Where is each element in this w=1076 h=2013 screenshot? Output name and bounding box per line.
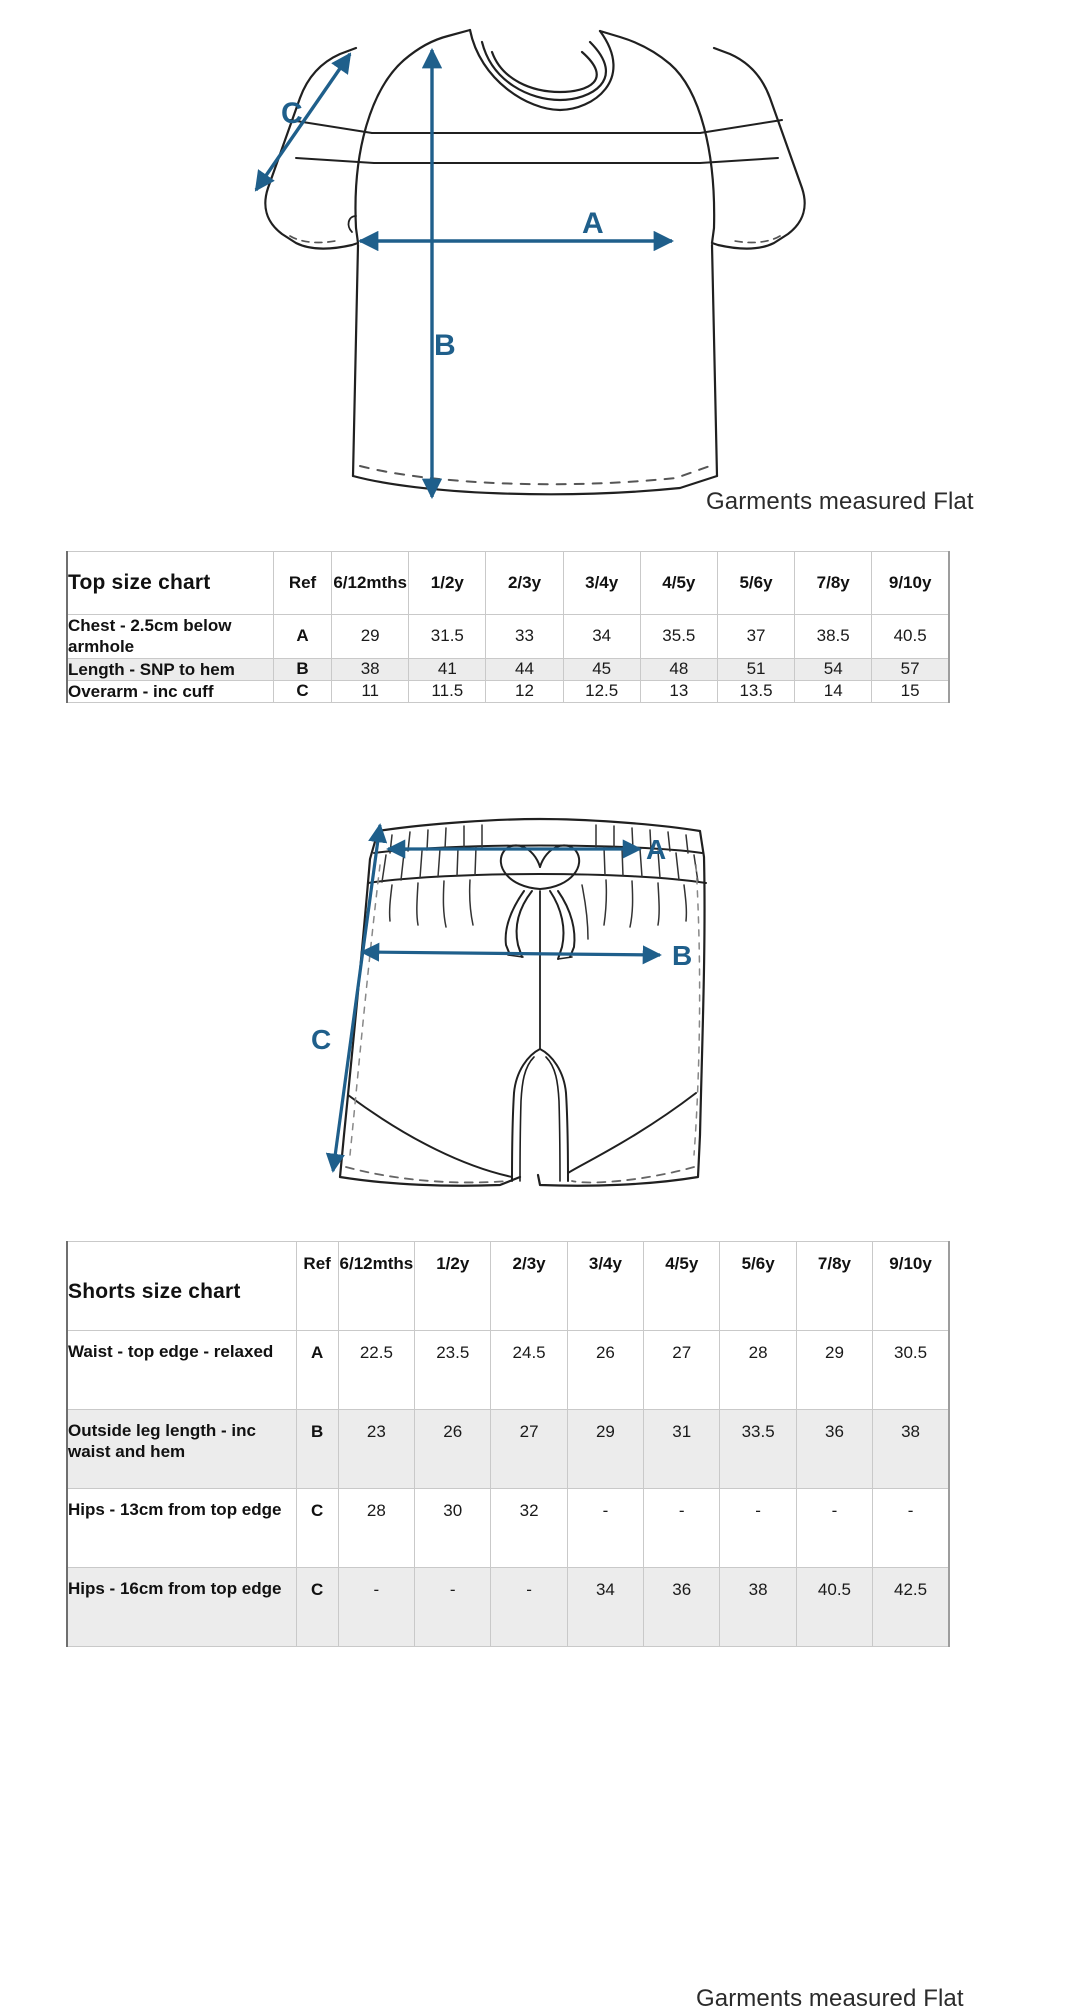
shorts-svg: [0, 805, 1076, 1230]
cell-waist-4-5y: 27: [644, 1331, 720, 1410]
cell-hips16-6-12mths: -: [338, 1568, 414, 1647]
cell-chest-7-8y: 38.5: [795, 615, 872, 659]
top-chart-title: Top size chart: [67, 552, 273, 615]
table-header-row: [67, 552, 949, 615]
table-row: [67, 1410, 949, 1489]
row-label-chest: Chest - 2.5cm below armhole: [67, 615, 273, 659]
cell-hips13-4-5y: -: [644, 1489, 720, 1568]
row-ref-waist: A: [296, 1331, 338, 1410]
column-header-4-5y: 4/5y: [640, 552, 717, 615]
cell-outside-leg-2-3y: 27: [491, 1410, 567, 1489]
table-row: [67, 1489, 949, 1568]
cell-chest-5-6y: 37: [717, 615, 794, 659]
column-header-6-12mths: 6/12mths: [338, 1242, 414, 1331]
tshirt-diagram: [0, 0, 1076, 535]
cell-overarm-5-6y: 13.5: [717, 680, 794, 702]
cell-hips16-4-5y: 36: [644, 1568, 720, 1647]
table-row: [67, 680, 949, 702]
cell-length-7-8y: 54: [795, 658, 872, 680]
column-header-7-8y: 7/8y: [795, 552, 872, 615]
row-ref-outside-leg: B: [296, 1410, 338, 1489]
cell-overarm-6-12mths: 11: [332, 680, 409, 702]
column-header-9-10y: 9/10y: [873, 1242, 949, 1331]
table-row: [67, 615, 949, 659]
cell-length-1-2y: 41: [409, 658, 486, 680]
cell-waist-7-8y: 29: [796, 1331, 872, 1410]
column-header-ref: Ref: [273, 552, 331, 615]
column-header-3-4y: 3/4y: [567, 1242, 643, 1331]
cell-waist-3-4y: 26: [567, 1331, 643, 1410]
garments-measured-flat-note-shorts: Garments measured Flat: [696, 1985, 964, 2012]
cell-length-2-3y: 44: [486, 658, 563, 680]
label-c: C: [311, 1024, 332, 1055]
cell-length-5-6y: 51: [717, 658, 794, 680]
cell-hips16-7-8y: 40.5: [796, 1568, 872, 1647]
measure-arrow-c: [333, 825, 380, 1171]
cell-overarm-9-10y: 15: [872, 680, 949, 702]
cell-hips16-1-2y: -: [415, 1568, 491, 1647]
label-a: A: [646, 834, 667, 865]
cell-hips16-3-4y: 34: [567, 1568, 643, 1647]
cell-chest-6-12mths: 29: [332, 615, 409, 659]
cell-overarm-4-5y: 13: [640, 680, 717, 702]
table-row: [67, 1568, 949, 1647]
column-header-2-3y: 2/3y: [491, 1242, 567, 1331]
cell-overarm-3-4y: 12.5: [563, 680, 640, 702]
top-size-chart-container: [66, 551, 950, 703]
column-header-1-2y: 1/2y: [415, 1242, 491, 1331]
cell-hips16-5-6y: 38: [720, 1568, 796, 1647]
cell-length-4-5y: 48: [640, 658, 717, 680]
column-header-7-8y: 7/8y: [796, 1242, 872, 1331]
row-ref-hips-13cm: C: [296, 1489, 338, 1568]
row-ref-chest: A: [273, 615, 331, 659]
row-label-overarm: Overarm - inc cuff: [67, 680, 273, 702]
cell-hips13-5-6y: -: [720, 1489, 796, 1568]
top-size-chart-table: [66, 551, 950, 703]
row-ref-hips-16cm: C: [296, 1568, 338, 1647]
cell-hips13-3-4y: -: [567, 1489, 643, 1568]
cell-waist-6-12mths: 22.5: [338, 1331, 414, 1410]
garments-measured-flat-note-top: Garments measured Flat: [706, 488, 974, 515]
column-header-1-2y: 1/2y: [409, 552, 486, 615]
row-label-hips-16cm: Hips - 16cm from top edge: [67, 1568, 296, 1647]
shorts-size-chart-table: [66, 1241, 950, 1647]
shorts-size-chart-container: [66, 1241, 950, 1647]
cell-length-6-12mths: 38: [332, 658, 409, 680]
measure-arrow-b: [362, 952, 660, 955]
cell-overarm-2-3y: 12: [486, 680, 563, 702]
column-header-5-6y: 5/6y: [720, 1242, 796, 1331]
cell-outside-leg-9-10y: 38: [873, 1410, 949, 1489]
column-header-4-5y: 4/5y: [644, 1242, 720, 1331]
cell-hips13-6-12mths: 28: [338, 1489, 414, 1568]
column-header-9-10y: 9/10y: [872, 552, 949, 615]
label-a: A: [582, 207, 604, 240]
column-header-3-4y: 3/4y: [563, 552, 640, 615]
cell-outside-leg-5-6y: 33.5: [720, 1410, 796, 1489]
cell-waist-9-10y: 30.5: [873, 1331, 949, 1410]
label-b: B: [434, 329, 456, 362]
cell-hips16-9-10y: 42.5: [873, 1568, 949, 1647]
column-header-2-3y: 2/3y: [486, 552, 563, 615]
cell-hips16-2-3y: -: [491, 1568, 567, 1647]
measure-arrow-c: [256, 54, 350, 190]
cell-outside-leg-3-4y: 29: [567, 1410, 643, 1489]
tshirt-svg: [0, 0, 1076, 535]
cell-chest-2-3y: 33: [486, 615, 563, 659]
row-ref-overarm: C: [273, 680, 331, 702]
row-label-outside-leg: Outside leg length - inc waist and hem: [67, 1410, 296, 1489]
cell-waist-2-3y: 24.5: [491, 1331, 567, 1410]
cell-hips13-1-2y: 30: [415, 1489, 491, 1568]
cell-waist-1-2y: 23.5: [415, 1331, 491, 1410]
cell-length-9-10y: 57: [872, 658, 949, 680]
cell-hips13-2-3y: 32: [491, 1489, 567, 1568]
row-label-waist: Waist - top edge - relaxed: [67, 1331, 296, 1410]
table-header-row: [67, 1242, 949, 1331]
cell-chest-4-5y: 35.5: [640, 615, 717, 659]
column-header-5-6y: 5/6y: [717, 552, 794, 615]
cell-waist-5-6y: 28: [720, 1331, 796, 1410]
cell-outside-leg-7-8y: 36: [796, 1410, 872, 1489]
cell-chest-1-2y: 31.5: [409, 615, 486, 659]
cell-length-3-4y: 45: [563, 658, 640, 680]
table-row: [67, 1331, 949, 1410]
row-label-hips-13cm: Hips - 13cm from top edge: [67, 1489, 296, 1568]
column-header-ref: Ref: [296, 1242, 338, 1331]
column-header-6-12mths: 6/12mths: [332, 552, 409, 615]
cell-hips13-9-10y: -: [873, 1489, 949, 1568]
cell-outside-leg-1-2y: 26: [415, 1410, 491, 1489]
cell-outside-leg-4-5y: 31: [644, 1410, 720, 1489]
cell-hips13-7-8y: -: [796, 1489, 872, 1568]
cell-overarm-1-2y: 11.5: [409, 680, 486, 702]
cell-chest-9-10y: 40.5: [872, 615, 949, 659]
shorts-chart-title: Shorts size chart: [67, 1242, 296, 1331]
cell-outside-leg-6-12mths: 23: [338, 1410, 414, 1489]
table-row: [67, 658, 949, 680]
row-ref-length: B: [273, 658, 331, 680]
label-b: B: [672, 940, 693, 971]
row-label-length: Length - SNP to hem: [67, 658, 273, 680]
label-c: C: [281, 97, 303, 130]
cell-chest-3-4y: 34: [563, 615, 640, 659]
cell-overarm-7-8y: 14: [795, 680, 872, 702]
